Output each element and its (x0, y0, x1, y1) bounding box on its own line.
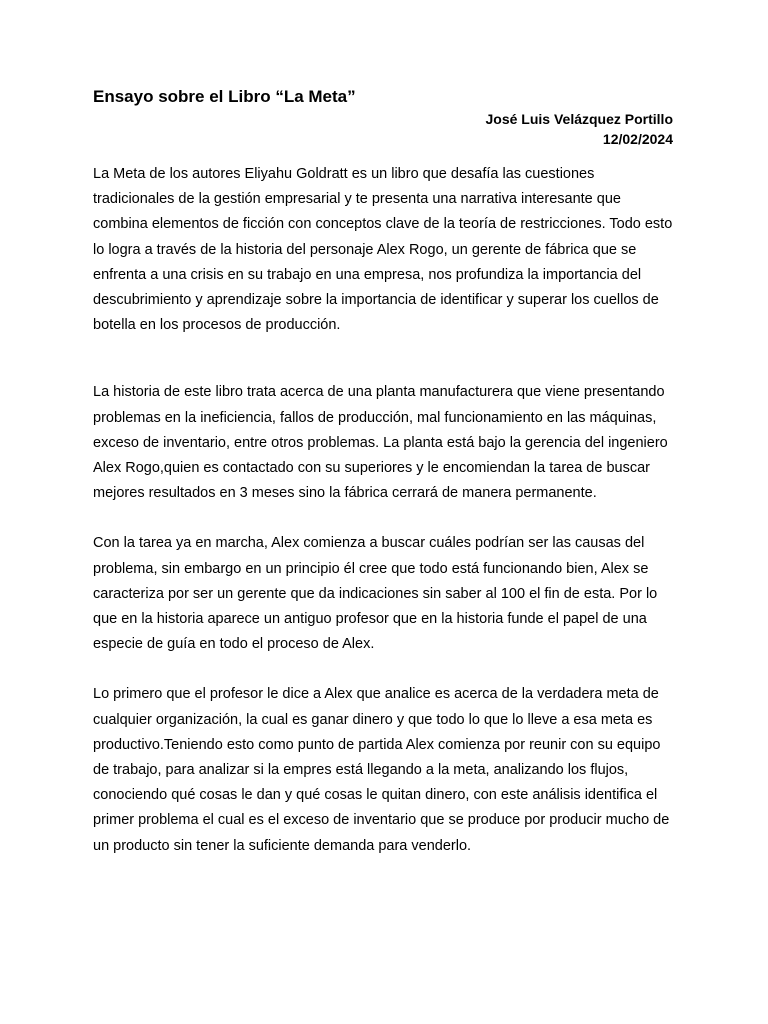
paragraph: La historia de este libro trata acerca de una planta manufacturera que viene presentando problemas en la ineficiencia, fallos de producción, mal funcionamiento en las máquinas, exceso de inventario, entre otros problemas. La planta está bajo la gerencia del ingeniero Alex Rogo,quien es contactado con su superiores y le encomiendan la tarea de buscar mejores resultados en 3 meses sino la fábrica cerrará de manera permanente. (93, 384, 668, 502)
paragraph: La Meta de los autores Eliyahu Goldratt es un libro que desafía las cuestiones tradicionales de la gestión empresarial y te presenta una narrativa interesante que combina elementos de ficción con conceptos clave de la teoría de restricciones. Todo esto lo logra a través de la historia del personaje Alex Rogo, un gerente de fábrica que se enfrenta a una crisis en su trabajo en una empresa, nos profundiza la importancia del descubrimiento y aprendizaje sobre la importancia de identificar y superar los cuellos de botella en los procesos de producción. (93, 166, 673, 334)
author-name: José Luis Velázquez Portillo (485, 111, 673, 127)
paragraph: Lo primero que el profesor le dice a Alex que analice es acerca de la verdadera meta de cualquier organización, la cual es ganar dinero y que todo lo que lo lleve a esa meta es productivo.Teniendo esto como punto de partida Alex comienza por reunir con su equipo de trabajo, para analizar si la empres está llegando a la meta, analizando los flujos, conociendo qué cosas le dan y qué cosas le quitan dinero, con este análisis identifica el primer problema el cual es el exceso de inventario que se produce por producir mucho de un producto sin tener la suficiente demanda para venderlo. (93, 686, 670, 854)
document-title: Ensayo sobre el Libro “La Meta” (93, 87, 356, 106)
document-body (93, 162, 678, 859)
document-byline (486, 109, 674, 149)
document-date: 12/02/2024 (602, 131, 673, 147)
paragraph: Con la tarea ya en marcha, Alex comienza a buscar cuáles podrían ser las causas del problema, sin embargo en un principio él cree que todo está funcionando bien, Alex se caracteriza por ser un gerente que da indicaciones sin saber al 100 el fin de esta. Por lo que en la historia aparece un antiguo profesor que en la historia funde el papel de una especie de guía en todo el proceso de Alex. (93, 535, 658, 653)
